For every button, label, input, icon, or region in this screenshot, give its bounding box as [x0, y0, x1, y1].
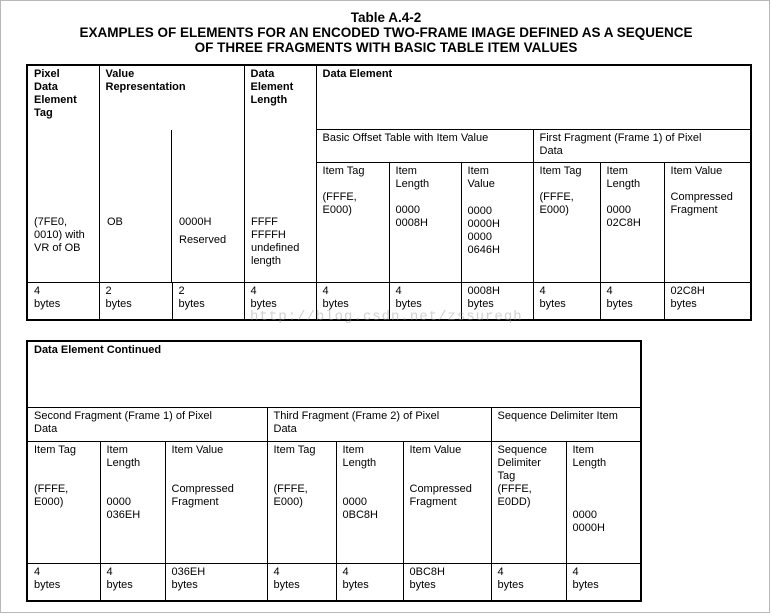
d-item-tag-cell: Sequence Delimiter Tag (FFFE, E0DD) — [491, 441, 566, 563]
t-item-tag-cell: Item Tag (FFFE, E000) — [267, 441, 336, 563]
bo-item-length-cell: Item Length 0000 0008H — [389, 162, 461, 282]
table-first-part — [26, 64, 752, 321]
group-sequence-delimiter: Sequence Delimiter Item — [491, 407, 641, 441]
size-t-length: 4 bytes — [336, 563, 403, 601]
s-item-tag-cell: Item Tag (FFFE, E000) — [27, 441, 100, 563]
size-ff-value: 02C8H bytes — [664, 282, 751, 320]
size-ff-tag: 4 bytes — [533, 282, 600, 320]
size-ff-length: 4 bytes — [600, 282, 664, 320]
size-vr: 2 bytes — [99, 282, 172, 320]
table-second-part — [26, 340, 642, 602]
bo-item-tag-cell: Item Tag (FFFE, E000) — [316, 162, 389, 282]
group-third-fragment: Third Fragment (Frame 2) of Pixel Data — [267, 407, 491, 441]
value-vr: OB — [107, 216, 123, 228]
size-s-length: 4 bytes — [100, 563, 165, 601]
header-data-element: Data Element — [316, 65, 751, 129]
header-data-element-length: Data Element Length — [244, 65, 316, 282]
bo-item-value-cell: Item Value 0000 0000H 0000 0646H — [461, 162, 533, 282]
header-data-element-continued: Data Element Continued — [27, 341, 641, 407]
header-value-representation: Value Representation — [99, 65, 244, 282]
title-line-1: Table A.4-2 — [350, 10, 422, 25]
size-bo-tag: 4 bytes — [316, 282, 389, 320]
size-s-tag: 4 bytes — [27, 563, 100, 601]
size-tag: 4 bytes — [27, 282, 99, 320]
value-reserved: 0000H Reserved — [179, 216, 227, 246]
group-first-fragment: First Fragment (Frame 1) of Pixel Data — [533, 129, 751, 162]
table-title — [0, 10, 772, 55]
value-pixel-tag: (7FE0, 0010) with VR of OB — [34, 216, 85, 254]
s-item-length-cell: Item Length 0000 036EH — [100, 441, 165, 563]
header-pixel-data-element-tag: Pixel Data Element Tag — [27, 65, 99, 282]
t-item-value-cell: Item Value Compressed Fragment — [403, 441, 491, 563]
value-length: FFFF FFFFH undefined length — [251, 216, 300, 267]
size-reserved: 2 bytes — [172, 282, 244, 320]
group-second-fragment: Second Fragment (Frame 1) of Pixel Data — [27, 407, 267, 441]
ff-item-value-cell: Item Value Compressed Fragment — [664, 162, 751, 282]
title-line-2: EXAMPLES OF ELEMENTS FOR AN ENCODED TWO-FRAME IMAGE DEFINED AS A SEQUENCE — [79, 25, 693, 40]
s-item-value-cell: Item Value Compressed Fragment — [165, 441, 267, 563]
group-basic-offset-table: Basic Offset Table with Item Value — [316, 129, 533, 162]
size-d-length: 4 bytes — [566, 563, 641, 601]
size-s-value: 036EH bytes — [165, 563, 267, 601]
size-t-value: 0BC8H bytes — [403, 563, 491, 601]
watermark: http://blog.csdn.net/zssureqh — [250, 309, 523, 325]
d-item-length-cell: Item Length 0000 0000H — [566, 441, 641, 563]
size-d-tag: 4 bytes — [491, 563, 566, 601]
size-length: 4 bytes — [244, 282, 316, 320]
size-bo-length: 4 bytes — [389, 282, 461, 320]
t-item-length-cell: Item Length 0000 0BC8H — [336, 441, 403, 563]
ff-item-length-cell: Item Length 0000 02C8H — [600, 162, 664, 282]
size-t-tag: 4 bytes — [267, 563, 336, 601]
size-bo-value: 0008H bytes — [461, 282, 533, 320]
vr-column-divider — [171, 130, 172, 282]
title-line-3: OF THREE FRAGMENTS WITH BASIC TABLE ITEM VALUES — [194, 40, 578, 55]
ff-item-tag-cell: Item Tag (FFFE, E000) — [533, 162, 600, 282]
